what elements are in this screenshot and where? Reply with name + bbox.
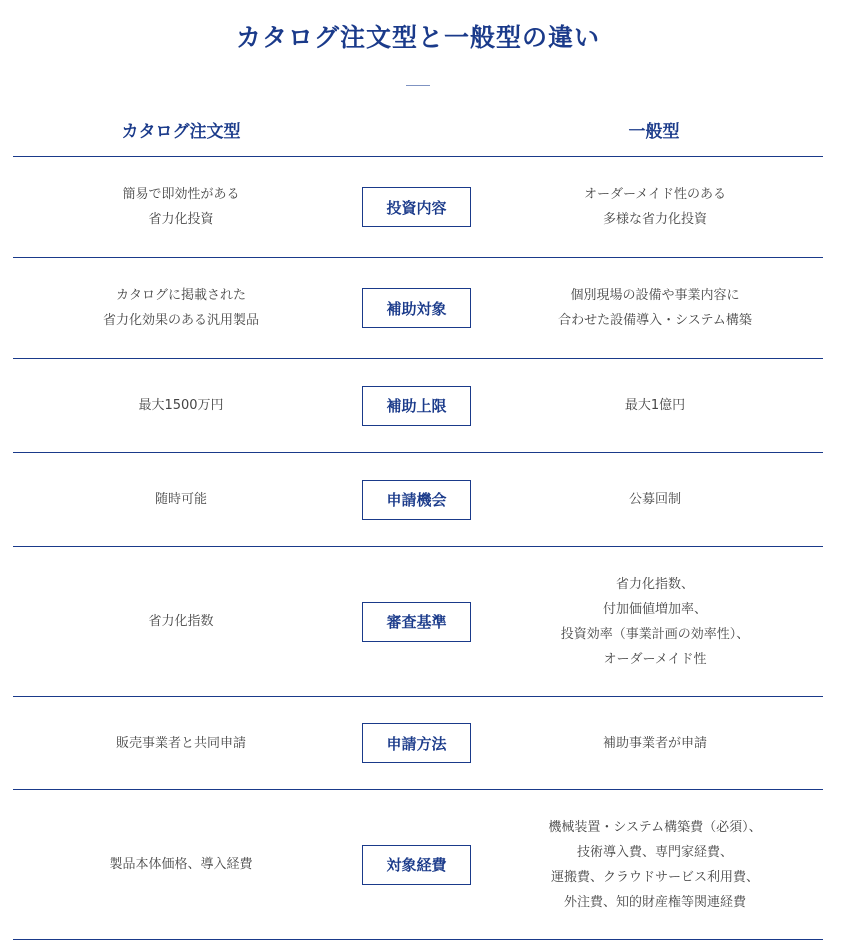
general-value: 公募回制 xyxy=(628,492,681,507)
catalog-value: 省力化指数 xyxy=(148,614,214,629)
row-label-badge: 補助上限 xyxy=(362,386,471,426)
catalog-value: 簡易で即効性がある 省力化投資 xyxy=(122,187,240,227)
page-title: カタログ注文型と一般型の違い xyxy=(235,23,600,52)
general-value: オーダーメイド性のある 多様な省力化投資 xyxy=(583,187,727,227)
general-value: 最大1億円 xyxy=(624,398,686,413)
row-label-badge: 対象経費 xyxy=(362,845,471,885)
row-label-badge: 補助対象 xyxy=(362,288,471,328)
row-label-badge: 審査基準 xyxy=(362,602,471,642)
row-subsidy-limit xyxy=(13,358,823,452)
catalog-value: 最大1500万円 xyxy=(138,398,224,413)
row-investment xyxy=(13,156,823,257)
row-label-badge: 申請方法 xyxy=(362,723,471,763)
title-divider xyxy=(406,85,430,86)
catalog-value: 販売事業者と共同申請 xyxy=(115,735,246,751)
row-label-badge: 投資内容 xyxy=(362,187,471,227)
row-subsidy-target xyxy=(13,257,823,358)
catalog-value: 随時可能 xyxy=(154,492,207,507)
general-value: 個別現場の設備や事業内容に 合わせた設備導入・システム構築 xyxy=(558,288,752,328)
row-review-criteria xyxy=(13,546,823,696)
row-application-opportunity xyxy=(13,452,823,546)
column-header-general: 一般型 xyxy=(628,122,680,142)
comparison-table xyxy=(13,156,823,940)
row-label-badge: 申請機会 xyxy=(362,480,471,520)
general-value: 補助事業者が申請 xyxy=(602,735,707,751)
row-application-method xyxy=(13,696,823,789)
catalog-value: カタログに掲載された 省力化効果のある汎用製品 xyxy=(102,288,259,328)
catalog-value: 製品本体価格、導入経費 xyxy=(109,857,253,872)
row-eligible-expenses xyxy=(13,789,823,940)
column-header-catalog: カタログ注文型 xyxy=(121,122,241,142)
general-value: 省力化指数、 付加価値増加率、 投資効率（事業計画の効率性）、 オーダーメイド性 xyxy=(560,576,750,667)
general-value: 機械装置・システム構築費（必須）、 技術導入費、専門家経費、 運搬費、クラウドサービス利用費、 外注費、知的財産権等関連経費 xyxy=(548,819,762,910)
